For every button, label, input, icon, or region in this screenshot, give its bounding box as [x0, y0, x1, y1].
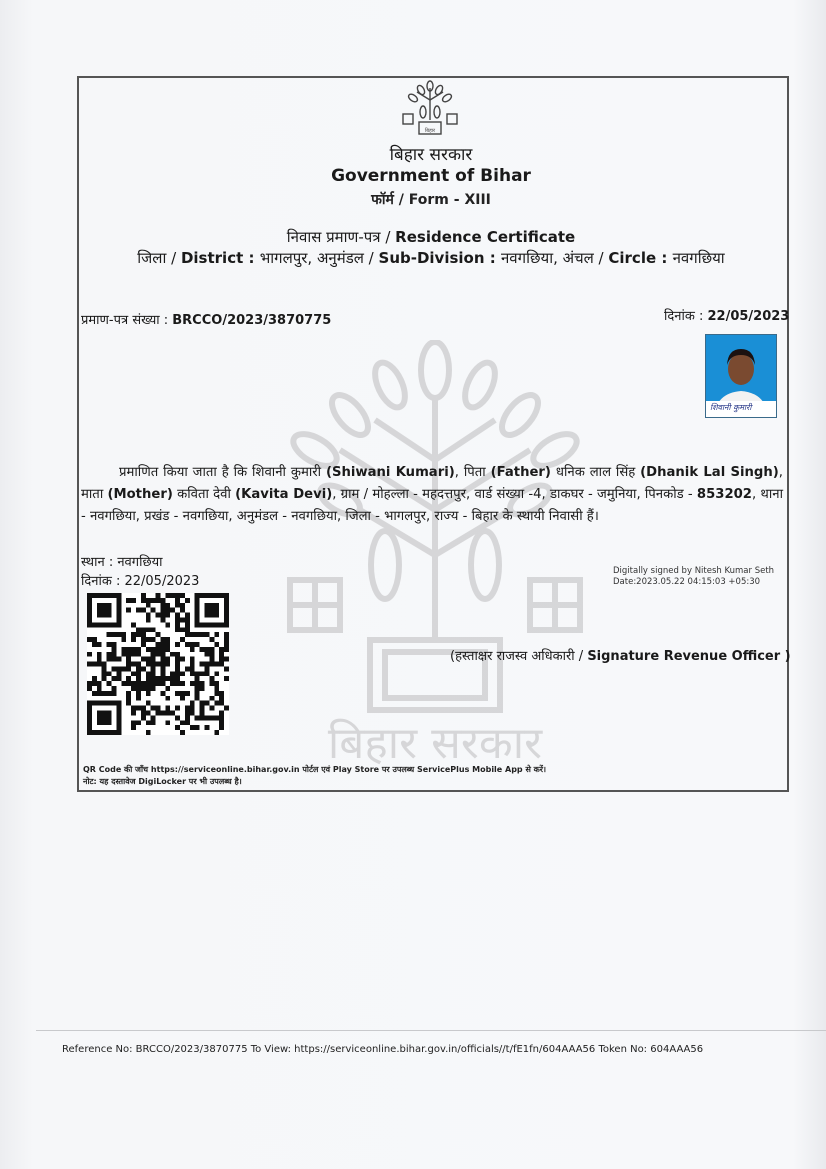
emblem-text: बिहार: [424, 128, 436, 134]
district-label-hindi: जिला /: [137, 249, 181, 267]
title-hindi: निवास प्रमाण-पत्र /: [286, 228, 396, 246]
circle-label-english: Circle :: [608, 249, 673, 267]
qr-note: [83, 764, 683, 788]
issue-date-value: 22/05/2023: [707, 309, 790, 324]
district-line: [77, 248, 785, 268]
circle-label-hindi: अंचल /: [562, 249, 609, 267]
applicant-signature: शिवानी कुमारी: [710, 403, 752, 412]
certificate-title: [77, 227, 785, 247]
sign-date: [81, 571, 199, 589]
statement-part: प्रमाणित किया जाता है कि शिवानी कुमारी: [119, 465, 326, 480]
digilocker-note: नोट: यह दस्तावेज DigiLocker पर भी उपलब्ध है।: [83, 777, 242, 786]
issue-date: [664, 306, 789, 324]
certification-statement: [81, 462, 783, 528]
qr-verification-note: QR Code की जाँच https://serviceonline.bihar.gov.in पोर्टल एवं Play Store पर उपलब्ध ServicePlus Mobile App से करें।: [83, 765, 547, 774]
place-label: स्थान :: [81, 555, 118, 570]
statement-part: , पिता: [454, 465, 491, 480]
form-label: फॉर्म / Form - XIII: [371, 192, 491, 208]
issue-date-label: दिनांक :: [664, 309, 708, 324]
state-name-hindi: बिहार सरकार: [389, 145, 473, 165]
applicant-photo: [705, 334, 777, 418]
place: [81, 552, 163, 570]
district-label-english: District :: [180, 249, 260, 267]
bihar-emblem-watermark: [280, 340, 590, 770]
statement-part: , थाना - नवगछिया, प्रखंड - नवगछिया, अनुमंडल - नवगछिया, जिला - भागलपुर, राज्य - बिहार के स्थायी निवासी हैं।: [81, 487, 783, 524]
qr-code[interactable]: [87, 593, 229, 735]
circle-value: नवगछिया: [672, 249, 725, 267]
sign-date-value: 22/05/2023: [124, 574, 200, 589]
mother-name-english: (Kavita Devi): [235, 487, 333, 502]
certificate-number-value: BRCCO/2023/3870775: [172, 313, 332, 328]
signature-officer-hindi: (हस्ताक्षर राजस्व अधिकारी /: [450, 649, 588, 664]
reference-footer: Reference No: BRCCO/2023/3870775 To View: https://serviceonline.bihar.gov.in/officials//t/fE1fn/604AAA56 Token No: 604AAA56: [62, 1044, 704, 1055]
district-value: भागलपुर,: [259, 249, 317, 267]
certificate-number: [81, 310, 331, 328]
title-english: Residence Certificate: [395, 228, 576, 246]
certificate-number-label: प्रमाण-पत्र संख्या :: [81, 313, 173, 328]
bihar-emblem-logo: [401, 80, 459, 138]
subdivision-label-english: Sub-Division :: [378, 249, 501, 267]
subdivision-value: नवगछिया,: [500, 249, 563, 267]
state-name-english: Government of Bihar: [331, 166, 531, 186]
signature-officer: [450, 646, 791, 664]
digital-signature: [613, 566, 783, 588]
statement-part: , ग्राम / मोहल्ला - महदत्तपुर, वार्ड संख्या -4, डाकघर - जमुनिया, पिनकोड -: [332, 487, 697, 502]
digital-signature-signer: Digitally signed by Nitesh Kumar Seth: [613, 566, 775, 576]
digital-signature-date: Date:2023.05.22 04:15:03 +05:30: [613, 577, 761, 587]
subdivision-label-hindi: अनुमंडल /: [316, 249, 379, 267]
place-value: नवगछिया: [117, 555, 163, 570]
father-label: (Father): [490, 465, 551, 480]
signature-officer-english: Signature Revenue Officer ): [587, 649, 791, 664]
mother-label: (Mother): [107, 487, 173, 502]
pincode: 853202: [696, 487, 752, 502]
statement-part: , माता: [81, 465, 783, 502]
footer-divider: [36, 1030, 826, 1031]
father-name-english: (Dhanik Lal Singh): [640, 465, 779, 480]
sign-date-label: दिनांक :: [81, 574, 125, 589]
applicant-name-english: (Shiwani Kumari): [325, 465, 455, 480]
watermark-text: बिहार सरकार: [327, 718, 543, 769]
statement-part: धनिक लाल सिंह: [550, 465, 641, 480]
statement-part: कविता देवी: [172, 487, 236, 502]
